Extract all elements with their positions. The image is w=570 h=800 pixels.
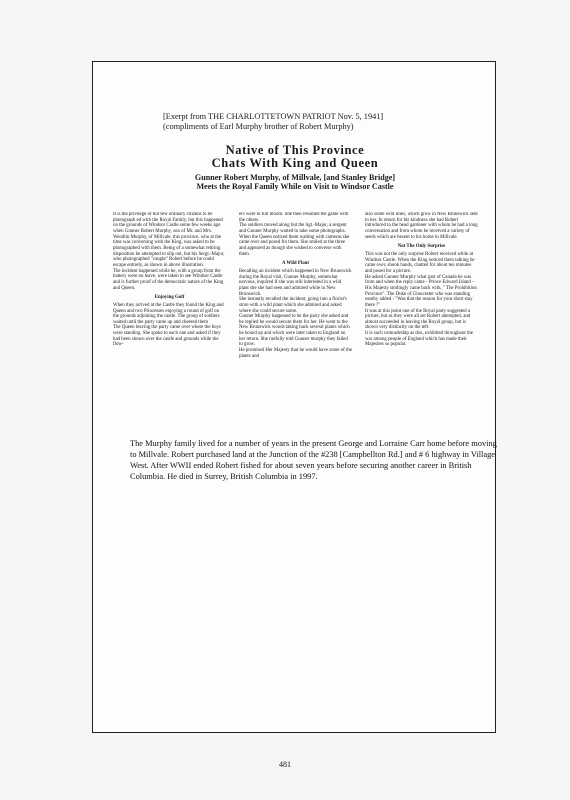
page-number: 481 (279, 760, 291, 769)
paragraph: Recalling an incident which happened in New Brunswick during the Royal visit, Gunner Murphy, somewhat nervous, inquired if she was still interested in a wild plant she she had seen and admired while in New Brunswick. (239, 268, 352, 297)
section-heading: Not The Only Surprise (397, 244, 446, 250)
paragraph: This was not the only surprise Robert received while at Windsor Castle. When the King noticed them talking he came over, shook hands, chatted for about ten minutes and posed for a picture. (365, 251, 475, 274)
headline-line-2: Chats With King and Queen (211, 156, 379, 170)
paragraph: The soldiers moved along but the Sgt.-Major, a sergent and Gunner Murphy waited to take some photographs. When the Queen noticed them waiting with cameras she came over and posed fro them. She smiled at the three and appeared as though she wished to converse with them. (239, 223, 350, 257)
subhead-line-1: Gunner Robert Murphy, of Millvale, [and Stanley Bridge] (194, 173, 396, 182)
clipping-header (163, 112, 493, 132)
paragraph: It was at this point one of the Royal party suggested a picture, but as they were all set Robert attempted, and almost succeeded in leaving the Royal group, but is shown very distinctly on the left. (365, 308, 471, 331)
paragraph: When they arrived at the Castle they found the King and Queen and two Princesses enjoying a round of golf on the grounds adjoining the castle. The group of soldiers waited until the party came up and cheered them (113, 302, 224, 325)
family-history-note: The Murphy family lived for a number of years in the present George and Lorraine Carr home before moving to Millvale. Robert purchased land at the Junction of the #238 [Campbellton Rd.] and # 6 highway in Village West. After WWII ended Robert fished for about seven years before securing another career in British Columbia. He died in Surrey, British Columbia in 1997. (130, 439, 497, 481)
header-credit-line: (compliments of Earl Murphy brother of Robert Murphy) (163, 122, 354, 131)
paragraph: Gunner Murphy happened to be the party she asked and he replied he would secure them for her. He went to the New Brunswick woods taking back several plants which he boxed up and which were later taken to England on her return. She ruefully told Gunner murphy they failed to grow. (239, 314, 350, 348)
paragraph: The Queen leaving the party came over where the boys were standing. She spoke to each one and asked if they had been shown over the castle and grounds while the flow- (113, 325, 221, 348)
paragraph: It is such comradeship as this, exhibited throughout the war among people of England which has made their Majesties so popular. (365, 331, 473, 348)
paragraph: ers were in full bloom. She then resumed the game with the others. (239, 212, 349, 223)
article-subheadline (103, 173, 487, 191)
article-body (113, 212, 478, 454)
clipping-frame (92, 61, 496, 733)
paragraph: also some wild lilies, which grow in New Brunswick sent to her. In return for his kindness she had Robert introduced to the head gardener with whom he had a long conversation and from whom he received a variety of seeds which are besent to his home in Millvale. (365, 212, 478, 240)
paragraph: The incident happened while he, with a group from the battery were on leave, were taken to see Windsor Castle and is further proof of the democratic nature of the King and Queen. (113, 268, 224, 291)
article-column-1 (113, 212, 226, 454)
paragraph: It is the privilege of but few ordinary citizens to be photograph ed with the Royal Family, but this happened on the grounds of Windsor Castle some few weeks ago when Gunner Robert Murphy, son of Mr. and Mrs. Wendlin Murphy, of Millvale, this province, who at the time was conversing with the King, was asked to be photographed with them. Being of a somewhat retiring disposition he attempted to slip out, but his Sergt.-Major, who photographed "caught" Robert before he could escape entirely, as shown in above illustration. (113, 212, 225, 268)
article-column-2 (239, 212, 352, 454)
section-heading: A Wild Plant (282, 261, 309, 267)
article-column-3 (365, 212, 478, 454)
article-headline (103, 144, 487, 170)
paragraph: She instantly recalled the incident, going into a florist's store with a wild plant which she admired and asked where she could secure some. (239, 297, 347, 314)
section-heading: Enjoying Golf (154, 295, 185, 301)
headline-line-1: Native of This Province (225, 143, 365, 157)
paragraph: He asked Gunner Murphy what part of Canada he was from and when the reply came - Prince Edward Island - His Majesty smilingly came back with, " The Prohibition Province". The Duke of Gloucester who was standing nearby added - "Was that the reason for your short stay there ?" (365, 274, 477, 308)
paragraph: He promised Her Majesty that he would have some of the plants and (239, 348, 352, 359)
subhead-line-2: Meets the Royal Family While on Visit to Windsor Castle (196, 182, 394, 191)
header-source-line: [Exerpt from THE CHARLOTTETOWN PATRIOT Nov. 5, 1941] (163, 112, 384, 121)
